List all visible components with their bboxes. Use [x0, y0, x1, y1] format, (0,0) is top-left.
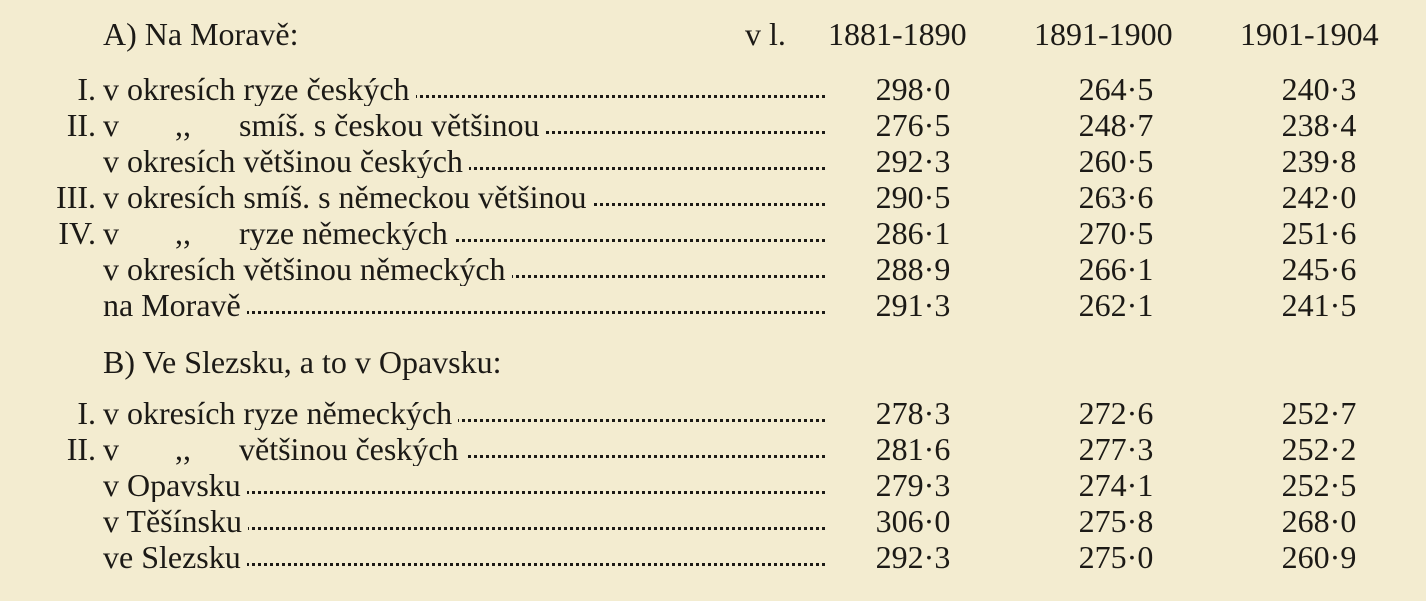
value-cell: 252·7: [1281, 395, 1357, 431]
value-cell: 260·9: [1281, 539, 1357, 575]
row-label: v okresích většinou českých: [103, 144, 469, 178]
value-cell: 298·0: [875, 71, 951, 107]
value-cell: 260·5: [1078, 143, 1154, 179]
row-label: na Moravě: [103, 288, 247, 322]
value-cell: 262·1: [1078, 287, 1154, 323]
value-cell: 266·1: [1078, 251, 1154, 287]
value-cell: 275·0: [1078, 539, 1154, 575]
value-cell: 240·3: [1281, 71, 1357, 107]
row-number: I.: [77, 71, 96, 107]
value-cell: 264·5: [1078, 71, 1154, 107]
value-cell: 270·5: [1078, 215, 1154, 251]
table-row: [0, 540, 1426, 574]
section-b-title: B) Ve Slezsku, a to v Opavsku:: [103, 344, 502, 380]
row-label-cell: [103, 180, 825, 214]
row-label-cell: [103, 252, 825, 286]
value-cell: 288·9: [875, 251, 951, 287]
table-row: [0, 252, 1426, 286]
table-row: [0, 72, 1426, 106]
value-cell: 290·5: [875, 179, 951, 215]
column-header-1881-1890: 1881-1890: [828, 16, 967, 52]
value-cell: 292·3: [875, 143, 951, 179]
row-label: v ,, smíš. s českou většinou: [103, 108, 545, 142]
row-label: v Těšínsku: [103, 504, 248, 538]
row-label-cell: [103, 432, 825, 466]
value-cell: 279·3: [875, 467, 951, 503]
table-row: [0, 504, 1426, 538]
value-cell: 238·4: [1281, 107, 1357, 143]
row-label-cell: [103, 72, 825, 106]
value-cell: 242·0: [1281, 179, 1357, 215]
table-row: [0, 108, 1426, 142]
row-label: v okresích smíš. s německou většinou: [103, 180, 592, 214]
value-cell: 291·3: [875, 287, 951, 323]
row-label-cell: [103, 504, 825, 538]
row-label: v okresích ryze českých: [103, 72, 416, 106]
value-cell: 281·6: [875, 431, 951, 467]
row-label-cell: [103, 288, 825, 322]
value-cell: 239·8: [1281, 143, 1357, 179]
value-cell: 268·0: [1281, 503, 1357, 539]
row-number: IV.: [58, 215, 96, 251]
table-row: [0, 216, 1426, 250]
row-number: II.: [66, 107, 96, 143]
value-cell: 277·3: [1078, 431, 1154, 467]
value-cell: 251·6: [1281, 215, 1357, 251]
row-label: v okresích ryze německých: [103, 396, 458, 430]
row-label-cell: [103, 396, 825, 430]
row-label-cell: [103, 468, 825, 502]
value-cell: 263·6: [1078, 179, 1154, 215]
value-cell: 241·5: [1281, 287, 1357, 323]
value-cell: 306·0: [875, 503, 951, 539]
table-row: [0, 396, 1426, 430]
column-header-1891-1900: 1891-1900: [1034, 16, 1173, 52]
row-label: v Opavsku: [103, 468, 247, 502]
row-number: II.: [66, 431, 96, 467]
row-number: III.: [56, 179, 96, 215]
row-label-cell: [103, 216, 825, 250]
value-cell: 278·3: [875, 395, 951, 431]
row-number: I.: [77, 395, 96, 431]
value-cell: 274·1: [1078, 467, 1154, 503]
value-cell: 252·2: [1281, 431, 1357, 467]
value-cell: 272·6: [1078, 395, 1154, 431]
row-label: v ,, ryze německých: [103, 216, 454, 250]
value-cell: 245·6: [1281, 251, 1357, 287]
row-label: v ,, většinou českých: [103, 432, 465, 466]
section-a-title: A) Na Moravě:: [103, 16, 299, 52]
value-cell: 275·8: [1078, 503, 1154, 539]
value-cell: 276·5: [875, 107, 951, 143]
value-cell: 248·7: [1078, 107, 1154, 143]
value-cell: 292·3: [875, 539, 951, 575]
table-row: [0, 288, 1426, 322]
row-label-cell: [103, 144, 825, 178]
row-label: v okresích většinou německých: [103, 252, 512, 286]
value-cell: 252·5: [1281, 467, 1357, 503]
column-header-1901-1904: 1901-1904: [1240, 16, 1379, 52]
table-row: [0, 432, 1426, 466]
row-label-cell: [103, 540, 825, 574]
table-row: [0, 144, 1426, 178]
year-prefix: v l.: [745, 16, 786, 52]
row-label: ve Slezsku: [103, 540, 247, 574]
value-cell: 286·1: [875, 215, 951, 251]
table-row: [0, 180, 1426, 214]
row-label-cell: [103, 108, 825, 142]
table-row: [0, 468, 1426, 502]
